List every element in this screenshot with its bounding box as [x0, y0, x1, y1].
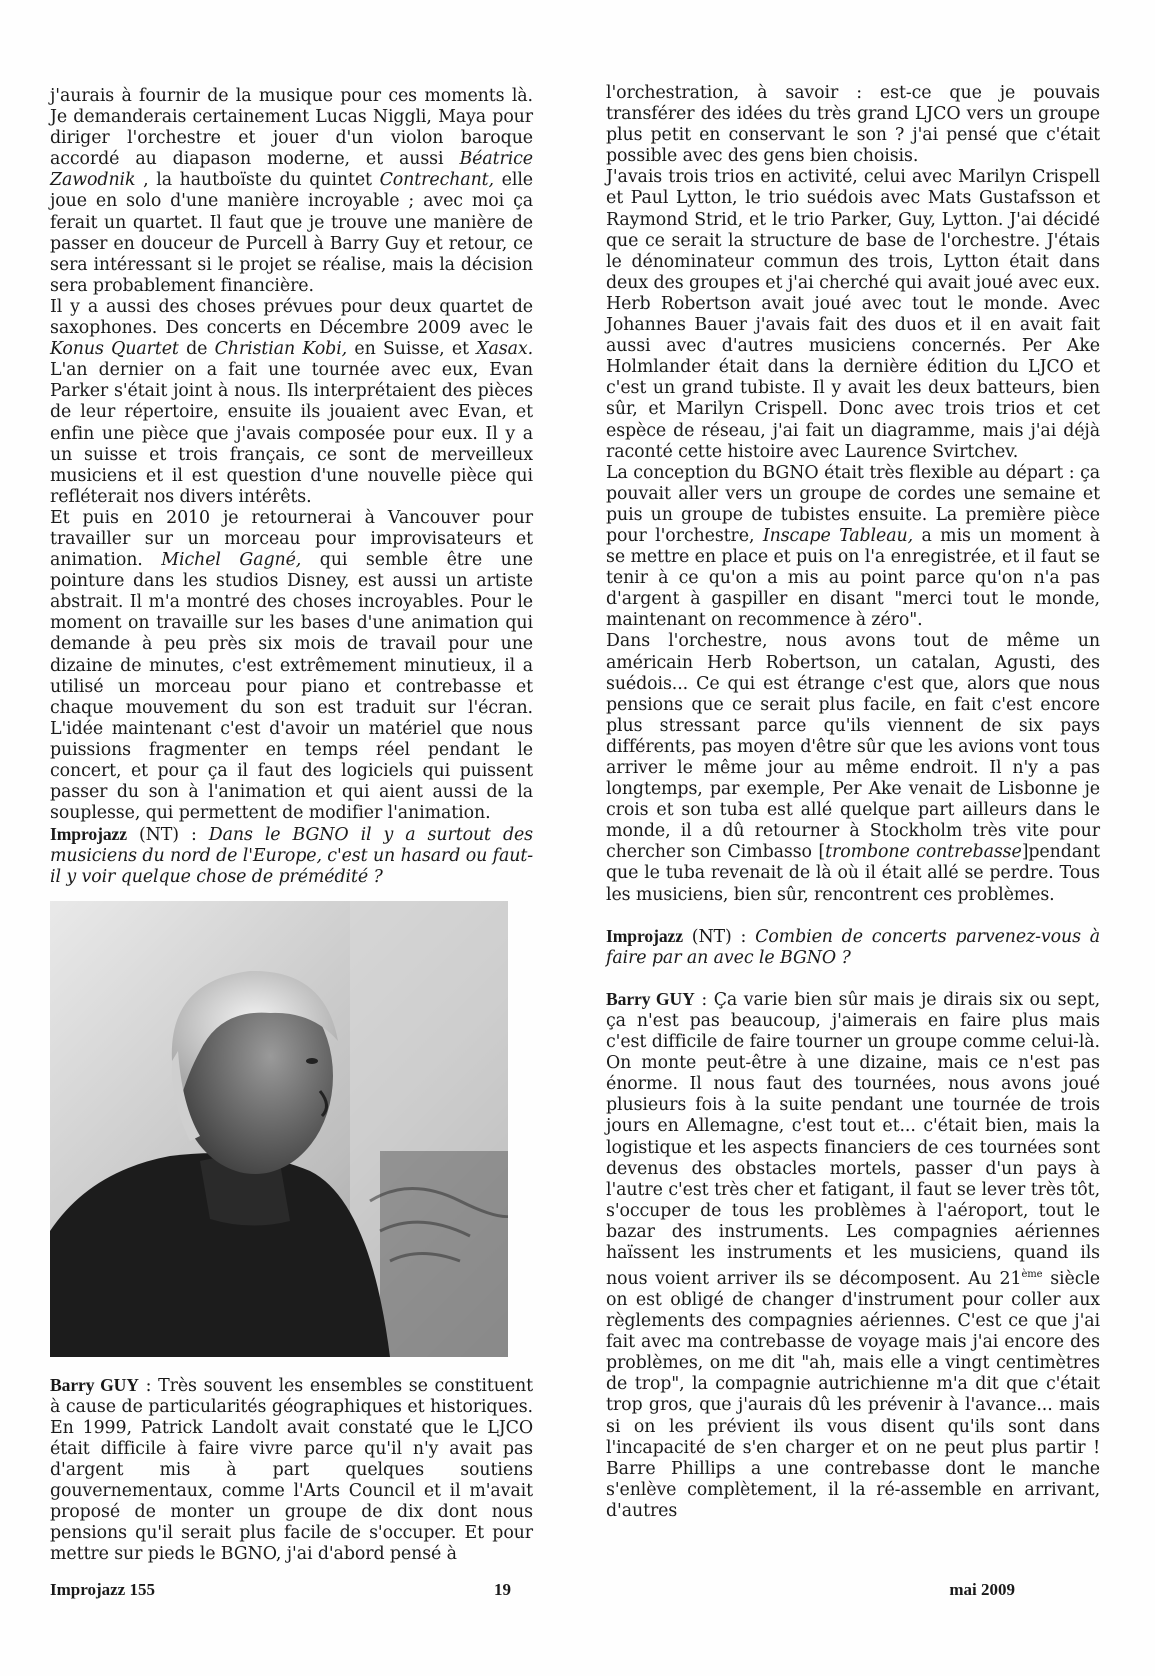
text-run: Il y a aussi des choses prévues pour deux quartet de saxophones. Des concerts en Décembre 2009 avec le — [50, 296, 533, 339]
text-run: en Suisse, et — [347, 339, 477, 360]
question-text: Combien de concerts parvenez-vous à faire par an avec le BGNO ? — [606, 926, 1101, 968]
issue-date: mai 2009 — [949, 1580, 1015, 1599]
speaker-label: Barry GUY — [606, 988, 695, 1009]
text-run: Dans l'orchestre, nous avons tout de même un américain Herb Robertson, un catalan, Agusti, des suédois... Ce qui est étrange c'est que, alors que nous pensions que ce serait plus facile, en fait c'est encore plus stressant parce qu'ils viennent de six pays différents, pas moyen d'être sûr que les avions vont tous arriver le même jour au même endroit. Il n'y a pas longtemps, par exemple, Per Ake venait de Lisbonne je crois et son tuba est allé quelque part ailleurs dans le monde, il a dû retourner à Stockholm très vite pour chercher son Cimbasso [ — [606, 631, 1100, 863]
text-run: elle joue en solo d'une manière incroyable ; avec moi ça ferait un quartet. Il faut que je trouve une manière de passer en douceur de Purcell à Barry Guy et retour, ce sera intéressant si le projet se réalise, mais la décision sera probablement financière. — [50, 170, 533, 296]
paragraph: l'orchestration, à savoir : est-ce que je pouvais transférer des idées du très grand LJCO vers un groupe plus petit en conservant le son ? j'ai pensé que c'était possible avec des gens bien choisis. — [606, 83, 1100, 167]
answer-text: : Très souvent les ensembles se constituent à cause de particularités géographiques et historiques. En 1999, Patrick Landolt avait constaté que le LJCO était difficile à faire vivre parce qu'il n'y avait pas d'argent mis à part quelques soutiens gouvernementaux, comme l'Arts Council et il m'avait proposé de monter un groupe de dix dont nous pensions qu'il serait plus facile de s'occuper. Et pour mettre sur pieds le BGNO, j'ai d'abord pensé à — [50, 1375, 534, 1565]
speaker-label: Barry GUY — [50, 1374, 139, 1395]
paragraph — [50, 86, 533, 297]
text-run: La conception du BGNO était très flexible au départ : ça pouvait aller vers un groupe de cordes une semaine et puis un groupe de tubistes ensuite. La première pièce pour l'orchestre, — [606, 462, 1100, 546]
page-number: 19 — [494, 1580, 511, 1599]
text-run: de — [178, 339, 215, 360]
portrait-photo — [50, 901, 508, 1357]
paragraph: J'avais trois trios en activité, celui avec Marilyn Crispell et Paul Lytton, le trio suédois avec Mats Gustafsson et Raymond Strid, et le trio Parker, Guy, Lytton. J'ai décidé que ce serait la structure de base de l'orchestre. J'étais le dénominateur commun des trois, Lytton était dans deux des groupes et j'ai cherché qui avait joué avec eux. Herb Robertson avait joué avec tout le monde. Avec Johannes Bauer j'avais fait des duos et il en avait fait aussi avec d'autres musiciens concernés. Per Ake Holmlander était dans la dernière édition du LJCO et c'est un grand tubiste. Il y avait les deux batteurs, bien sûr, et Marilyn Crispell. Donc avec trois trios et cet espèce de réseau, j'ai fait un diagramme, mais j'ai déjà raconté cette histoire avec Laurence Svirtchev. — [606, 167, 1100, 462]
speaker-tag: (NT) : — [682, 926, 756, 947]
text-run: a mis un moment à se mettre en place et puis on l'a enregistrée, et il faut se tenir à ce qu'on a mis au point parce qu'on n'a pas d'argent à gaspiller en disant "merci tout le monde, maintenant on recommence à zéro". — [606, 525, 1101, 631]
text-run: Et puis en 2010 je retournerai à Vancouver pour travailler sur un morceau pour improvisateurs et animation. — [50, 507, 533, 571]
text-run: ]pendant que le tuba revenait de là où il était allé se perdre. Tous les musiciens, bien sûr, rencontrent ces problèmes. — [606, 842, 1101, 905]
text-run: , la hautboïste du quintet — [135, 170, 380, 191]
spacer — [606, 969, 1100, 989]
italic-name: Béatrice Zawodnik — [50, 149, 533, 191]
text-run: L'an dernier on a fait une tournée avec eux, Evan Parker s'était joint à nous. Ils interprétaient des pièces de leur répertoire, ensuite ils jouaient avec Evan, et enfin une pièce que j'avais composée pour eux. Il y a un suisse et trois français, ce sont de merveilleux musiciens et il est question d'une nouvelle pièce qui refléterait nos divers intérêts. — [50, 360, 533, 507]
italic-name: Michel Gagné, — [161, 550, 302, 571]
interview-answer — [50, 1375, 533, 1566]
italic-title: Inscape Tableau, — [762, 525, 914, 546]
portrait-image — [50, 901, 508, 1357]
superscript: ème — [1021, 1269, 1043, 1281]
italic-name: Xasax. — [476, 339, 533, 360]
text-run: j'aurais à fournir de la musique pour ces moments là. Je demanderais certainement Lucas Niggli, Maya pour diriger l'orchestre et jouer d'un violon baroque accordé au diapason moderne, et aussi — [50, 86, 533, 170]
magazine-issue: Improjazz 155 — [50, 1580, 155, 1599]
question-text: Dans le BGNO il y a surtout des musiciens du nord de l'Europe, c'est un hasard ou faut-il y voir quelque chose de prémédité ? — [50, 825, 534, 888]
answer-text: : Ça varie bien sûr mais je dirais six ou sept, ça n'est pas beaucoup, j'aimerais en faire plus mais c'est difficile de faire tourner un groupe comme celui-là. On monte peut-être à une dizaine, mais ce n'est pas énorme. Il nous faut des tournées, nous avons joué plusieurs fois à la suite pendant une tournée de trois jours en Allemagne, c'est tout et... c'était bien, mais la logistique et les aspects financiers de ces tournées sont devenus des obstacles mortels, passer d'un pays à l'autre c'est très cher et fatigant, il faut se lever très tôt, s'occuper de tous les problèmes à l'aéroport, tout le bazar des instruments. Les compagnies aériennes haïssent les instruments et les musiciens, quand ils nous voient arriver ils se décomposent. Au 21 — [606, 989, 1101, 1289]
interview-answer — [606, 989, 1100, 1522]
spacer — [606, 906, 1100, 926]
text-run: qui semble être une pointure dans les studios Disney, est aussi un artiste abstrait. Il m'a montré des choses incroyables. Pour le moment on travaille sur les bases d'une animation qui demande à peu près six mois de travail pour une dizaine de minutes, c'est extrêmement minutieux, il a utilisé un morceau pour piano et contrebasse et chaque mouvement du son est traduit sur l'écran. L'idée maintenant c'est d'avoir un matériel que nous puissions fragmenter en temps réel pendant le concert, et pour ça il faut des logiciels qui puissent passer du son à l'animation et qui aient aussi de la souplesse, qui permettent de modifier l'animation. — [50, 550, 534, 824]
page-footer — [50, 1580, 1105, 1604]
speaker-tag: (NT) : — [126, 825, 209, 846]
right-column — [606, 83, 1100, 1522]
italic-name: Christian Kobi, — [214, 339, 348, 360]
paragraph — [606, 631, 1100, 905]
italic-name: Konus Quartet — [50, 339, 179, 360]
paragraph — [606, 463, 1100, 632]
answer-text: siècle on est obligé de changer d'instrument pour coller aux règlements des compagnies aériennes. C'est ce que j'ai fait avec ma contrebasse de voyage mais j'ai encore des problèmes, on me dit "ah, mais elle a vingt centimètres de trop", la compagnie autrichienne m'a dit que c'était trop gros, que j'aurais dû les prévenir à l'avance... mais si on les prévient ils vous disent qu'ils sont dans l'incapacité de s'en charger et on ne peut plus partir ! Barre Phillips a une contrebasse dont le manche s'enlève complètement, il la ré-assemble en arrivant, d'autres — [606, 1268, 1100, 1521]
speaker-label: Improjazz — [606, 925, 683, 946]
italic-name: Contrechant, — [379, 170, 494, 191]
speaker-label: Improjazz — [50, 824, 127, 845]
italic-note: trombone contrebasse — [825, 842, 1022, 863]
interview-question — [50, 824, 533, 888]
left-column — [50, 86, 533, 1565]
paragraph — [50, 297, 533, 508]
paragraph — [50, 508, 533, 824]
interview-question — [606, 926, 1100, 969]
